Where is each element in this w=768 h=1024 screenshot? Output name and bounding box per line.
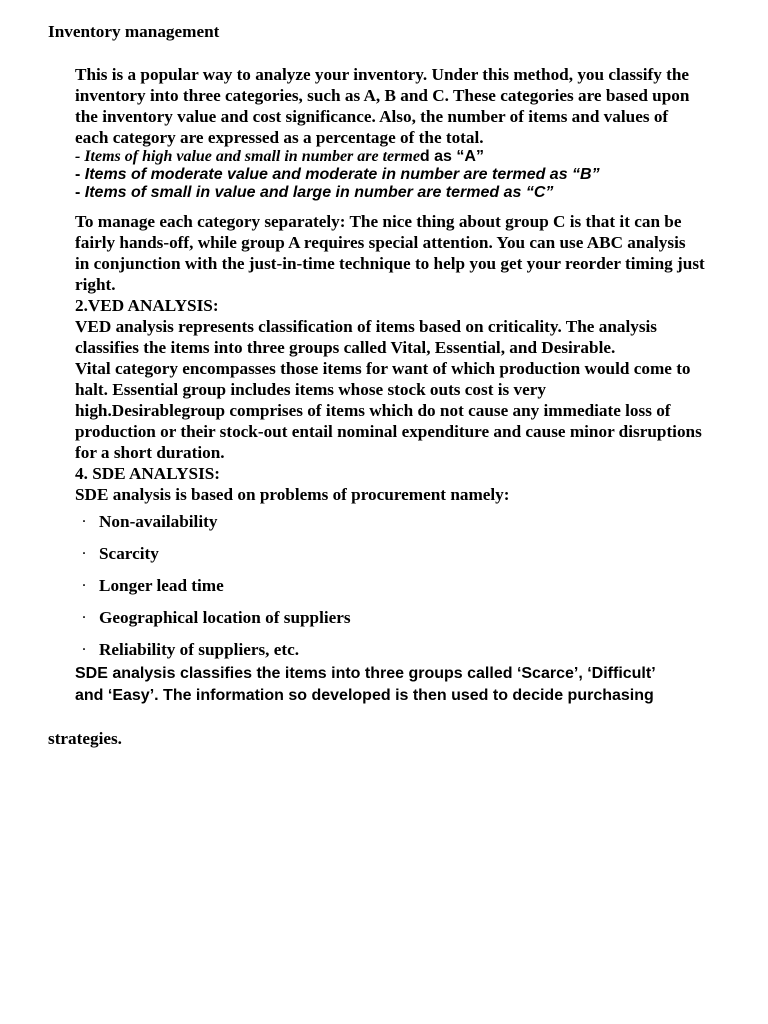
analysis-body [75, 211, 745, 505]
abc-item-b-text: Items of moderate value and moderate in number are termed as “B” [84, 166, 600, 183]
abc-item-b [75, 166, 745, 184]
bullet-icon: · [82, 578, 87, 592]
bullet-icon: · [82, 514, 87, 528]
sde-problem-list [82, 511, 351, 671]
body-line: high.Desirablegroup comprises of items which do not cause any immediate loss of [75, 401, 671, 420]
abc-item-a-text: - Items of high value and small in number are terme [75, 148, 420, 165]
body-line: halt. Essential group includes items whose stock outs cost is very [75, 380, 546, 399]
intro-line: each category are expressed as a percentage of the total. [75, 128, 484, 147]
list-item-label: Geographical location of suppliers [99, 608, 351, 627]
document-title: Inventory management [48, 22, 220, 41]
bullet-icon: · [82, 610, 87, 624]
body-line: in conjunction with the just-in-time technique to help you get your reorder timing just [75, 254, 705, 273]
body-line: classifies the items into three groups called Vital, Essential, and Desirable. [75, 338, 616, 357]
summary-line: and ‘Easy’. The information so developed is then used to decide purchasing [75, 687, 654, 704]
bullet-icon: · [82, 546, 87, 560]
intro-line: the inventory value and cost significance. Also, the number of items and values of [75, 107, 669, 126]
body-line: To manage each category separately: The nice thing about group C is that it can be [75, 212, 682, 231]
sde-heading: 4. SDE ANALYSIS: [75, 464, 221, 483]
body-line: for a short duration. [75, 443, 225, 462]
body-line: production or their stock-out entail nominal expenditure and cause minor disruptions [75, 422, 702, 441]
sde-summary-paragraph [75, 663, 745, 707]
abc-item-a-tail: d as “A” [419, 148, 484, 165]
list-item-label: Reliability of suppliers, etc. [99, 640, 300, 659]
summary-line: SDE analysis classifies the items into three groups called ‘Scarce’, ‘Difficult’ [75, 665, 656, 682]
body-line: right. [75, 275, 116, 294]
ved-heading: 2.VED ANALYSIS: [75, 296, 219, 315]
body-line: fairly hands-off, while group A requires special attention. You can use ABC analysis [75, 233, 686, 252]
list-item-label: Longer lead time [99, 576, 224, 595]
abc-item-c [75, 184, 745, 202]
list-item-label: Non-availability [99, 512, 218, 531]
list-item [82, 607, 351, 639]
abc-item-c-text: Items of small in value and large in number are termed as “C” [84, 184, 554, 201]
intro-line: This is a popular way to analyze your inventory. Under this method, you classify the [75, 65, 690, 84]
abc-category-list [75, 148, 745, 202]
abc-item-a [75, 148, 745, 166]
list-item-label: Scarcity [99, 544, 159, 563]
list-item [82, 543, 351, 575]
body-line: VED analysis represents classification of items based on criticality. The analysis [75, 317, 657, 336]
list-item [82, 511, 351, 543]
abc-item-c-dash: - [75, 184, 85, 201]
abc-item-b-dash: - [75, 166, 85, 183]
trailing-text: strategies. [48, 729, 122, 748]
intro-line: inventory into three categories, such as A, B and C. These categories are based upon [75, 86, 690, 105]
bullet-icon: · [82, 642, 87, 656]
body-line: SDE analysis is based on problems of procurement namely: [75, 485, 510, 504]
body-line: Vital category encompasses those items for want of which production would come to [75, 359, 691, 378]
list-item [82, 575, 351, 607]
intro-paragraph [75, 64, 745, 148]
